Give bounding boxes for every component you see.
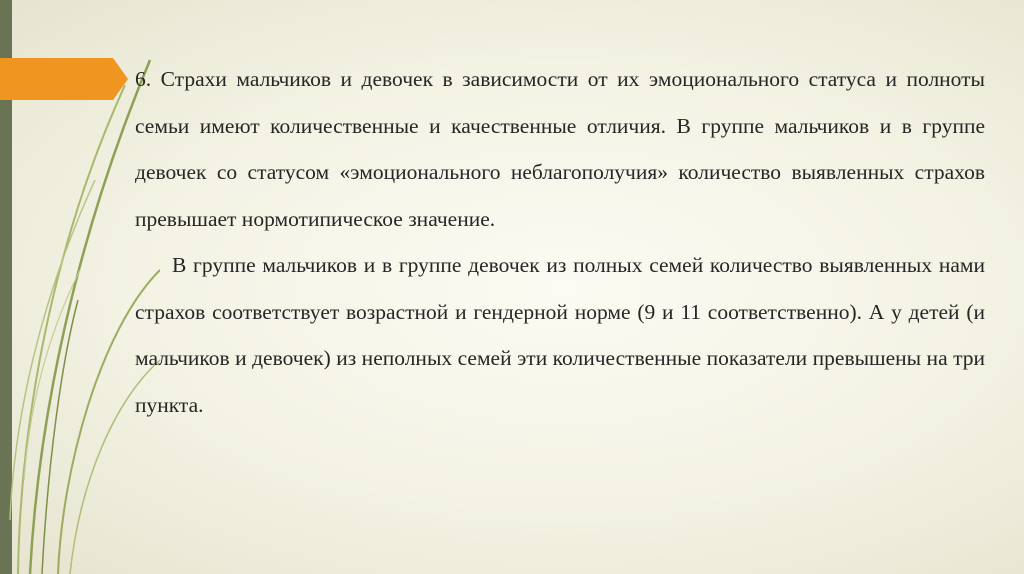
- paragraph-1: 6. Страхи мальчиков и девочек в зависимости от их эмоционального статуса и полноты семьи имеют количественные и качественные отличия. В группе мальчиков и в группе девочек со статусом «эмоционального неблагополучия» количество выявленных страхов превышает нормотипическое значение.: [135, 67, 985, 231]
- orange-accent-tab: [0, 58, 128, 100]
- slide-text-body: [135, 56, 985, 428]
- paragraph-2: В группе мальчиков и в группе девочек из полных семей количество выявленных нами страхов соответствует возрастной и гендерной норме (9 и 11 соответственно). А у детей (и мальчиков и девочек) из неполных семей эти количественные показатели превышены на три пункта.: [135, 253, 985, 417]
